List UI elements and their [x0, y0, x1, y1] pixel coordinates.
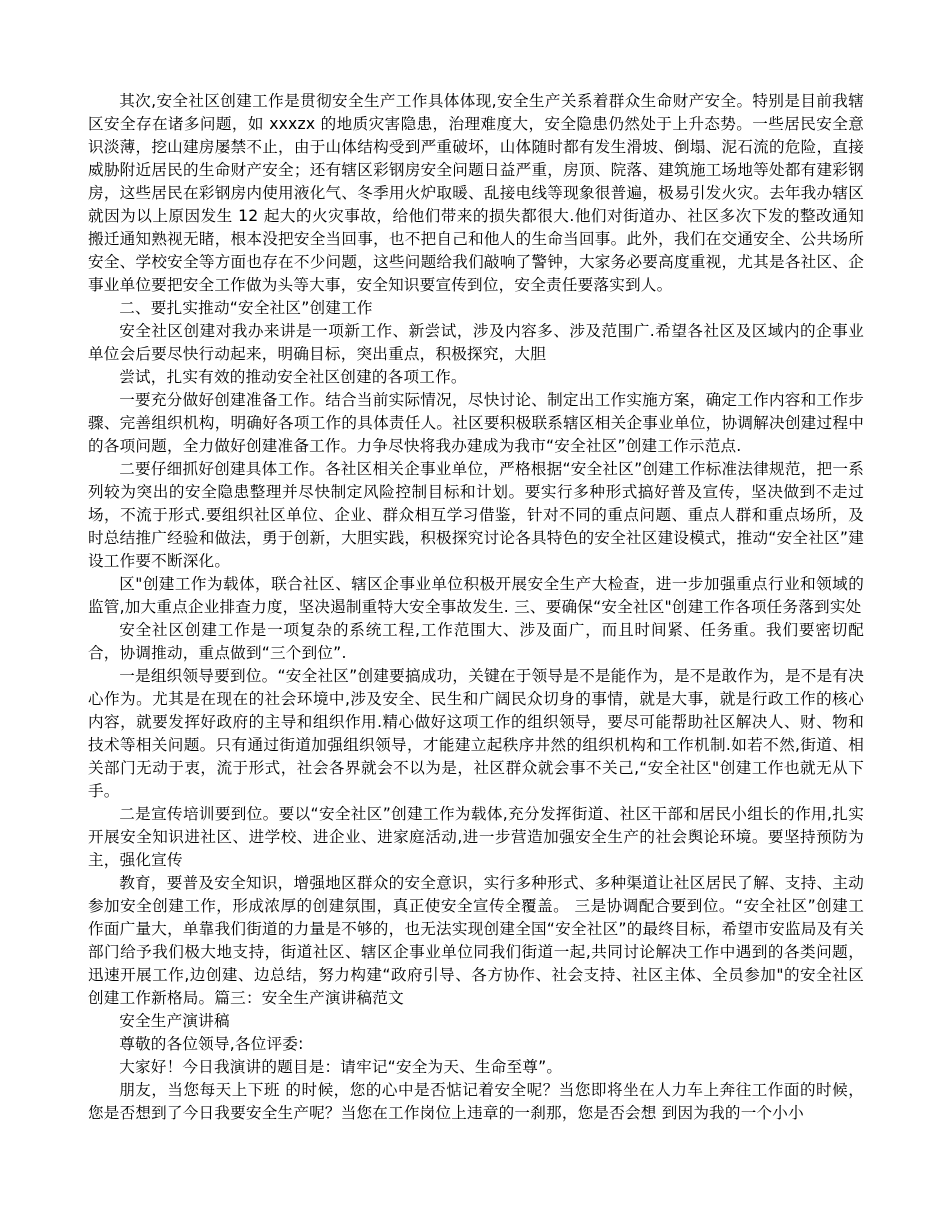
paragraph-8: 安全社区创建工作是一项复杂的系统工程,工作范围大、涉及面广，而且时间紧、任务重。我们要密切配合，协调推动，重点做到“三个到位”. [88, 621, 864, 662]
greeting: 大家好！今日我演讲的题目是：请牢记“安全为天、生命至尊”。 [119, 1058, 563, 1076]
paragraph-4: 尝试，扎实有效的推动安全社区创建的各项工作。 [119, 368, 467, 386]
paragraph-6: 二要仔细抓好创建具体工作。各社区相关企事业单位，严格根据“安全社区”创建工作标准法律规范，把一系列较为突出的安全隐患整理并尽快制定风险控制目标和计划。要实行多种形式搞好普及宣传，坚决做到不走过场，不流于形式.要组织社区单位、企业、群众相互学习借鉴，针对不同的重点问题、重点人群和重点场所，及时总结推广经验和做法，勇于创新，大胆实践，积极探究讨论各具特色的安全社区建设模式，推动“安全社区”建设工作要不断深化。 [88, 460, 864, 570]
salutation: 尊敬的各位领导,各位评委: [119, 1035, 304, 1053]
paragraph-5: 一要充分做好创建准备工作。结合当前实际情况，尽快讨论、制定出工作实施方案，确定工作内容和工作步骤、完善组织机构，明确好各项工作的具体责任人。社区要积极联系辖区相关企事业单位，协调解决创建过程中的各项问题，全力做好创建准备工作。力争尽快将我办建成为我市“安全社区”创建工作示范点. [88, 391, 864, 455]
paragraph-3: 安全社区创建对我办来讲是一项新工作、新尝试，涉及内容多、涉及范围广.希望各社区及区域内的企事业单位会后要尽快行动起来，明确目标，突出重点，积极探究，大胆 [88, 322, 864, 363]
paragraph-11: 教育，要普及安全知识，增强地区群众的安全意识，实行多种形式、多种渠道让社区居民了解、支持、主动参加安全创建工作，形成浓厚的创建氛围，真正使安全宣传全覆盖。 三是协调配合要到位。“安全社区”创建工作面广量大，单靠我们街道的力量是不够的，也无法实现创建全国“安全社区”的最终目标，希望市安监局及有关部门给予我们极大地支持，街道社区、辖区企事业单位同我们街道一起,共同讨论解决工作中遇到的各类问题，迅速开展工作,边创建、边总结，努力构建“政府引导、各方协作、社会支持、社区主体、全员参加"的安全社区创建工作新格局。篇三：安全生产演讲稿范文 [88, 874, 864, 1007]
paragraph-7: 区"创建工作为载体，联合社区、辖区企事业单位积极开展安全生产大检查，进一步加强重点行业和领域的监管,加大重点企业排查力度，坚决遏制重特大安全事故发生. 三、要确保“安全社区"创建工作各项任务落到实处 [88, 575, 864, 616]
section-heading-2: 二、要扎实推动“安全社区”创建工作 [119, 299, 373, 317]
paragraph-15: 朋友，当您每天上下班 的时候，您的心中是否惦记着安全呢？当您即将坐在人力车上奔往工作面的时候，您是否想到了今日我要安全生产呢？当您在工作岗位上违章的一刹那，您是否会想 到因为我的一个小小 [88, 1081, 864, 1122]
paragraph-1: 其次,安全社区创建工作是贯彻安全生产工作具体体现,安全生产关系着群众生命财产安全。特别是目前我辖区安全存在诸多问题，如 xxxzx 的地质灾害隐患，治理难度大，安全隐患仍然处于上升态势。一些居民安全意识淡薄，挖山建房屡禁不止，由于山体结构受到严重破坏，山体随时都有发生滑坡、倒塌、泥石流的危险，直接威胁附近居民的生命财产安全；还有辖区彩钢房安全问题日益严重，房顶、院落、建筑施工场地等处都有建彩钢房，这些居民在彩钢房内使用液化气、冬季用火炉取暖、乱接电线等现象很普遍，极易引发火灾。去年我办辖区就因为以上原因发生 12 起大的火灾事故，给他们带来的损失都很大.他们对街道办、社区多次下发的整改通知搬迁通知熟视无睹，根本没把安全当回事，也不把自己和他人的生命当回事。此外，我们在交通安全、公共场所安全、学校安全等方面也存在不少问题，这些问题给我们敲响了警钟，大家务必要高度重视，尤其是各社区、企事业单位要把安全工作做为头等大事，安全知识要宣传到位，安全责任要落实到人。 [88, 92, 864, 294]
speech-title: 安全生产演讲稿 [119, 1012, 230, 1030]
paragraph-9: 一是组织领导要到位。“安全社区”创建要搞成功，关键在于领导是不是能作为，是不是敢作为，是不是有决心作为。尤其是在现在的社会环境中,涉及安全、民生和广阔民众切身的事情，就是大事，就是行政工作的核心内容，就要发挥好政府的主导和组织作用.精心做好这项工作的组织领导，要尽可能帮助社区解决人、财、物和技术等相关问题。只有通过街道加强组织领导，才能建立起秩序井然的组织机构和工作机制.如若不然,街道、相关部门无动于衷，流于形式，社会各界就会不以为是，社区群众就会事不关己,“安全社区"创建工作也就无从下手。 [88, 667, 864, 800]
paragraph-10: 二是宣传培训要到位。要以“安全社区”创建工作为载体,充分发挥街道、社区干部和居民小组长的作用,扎实开展安全知识进社区、进学校、进企业、进家庭活动,进一步营造加强安全生产的社会舆论环境。要坚持预防为主，强化宣传 [88, 805, 864, 869]
